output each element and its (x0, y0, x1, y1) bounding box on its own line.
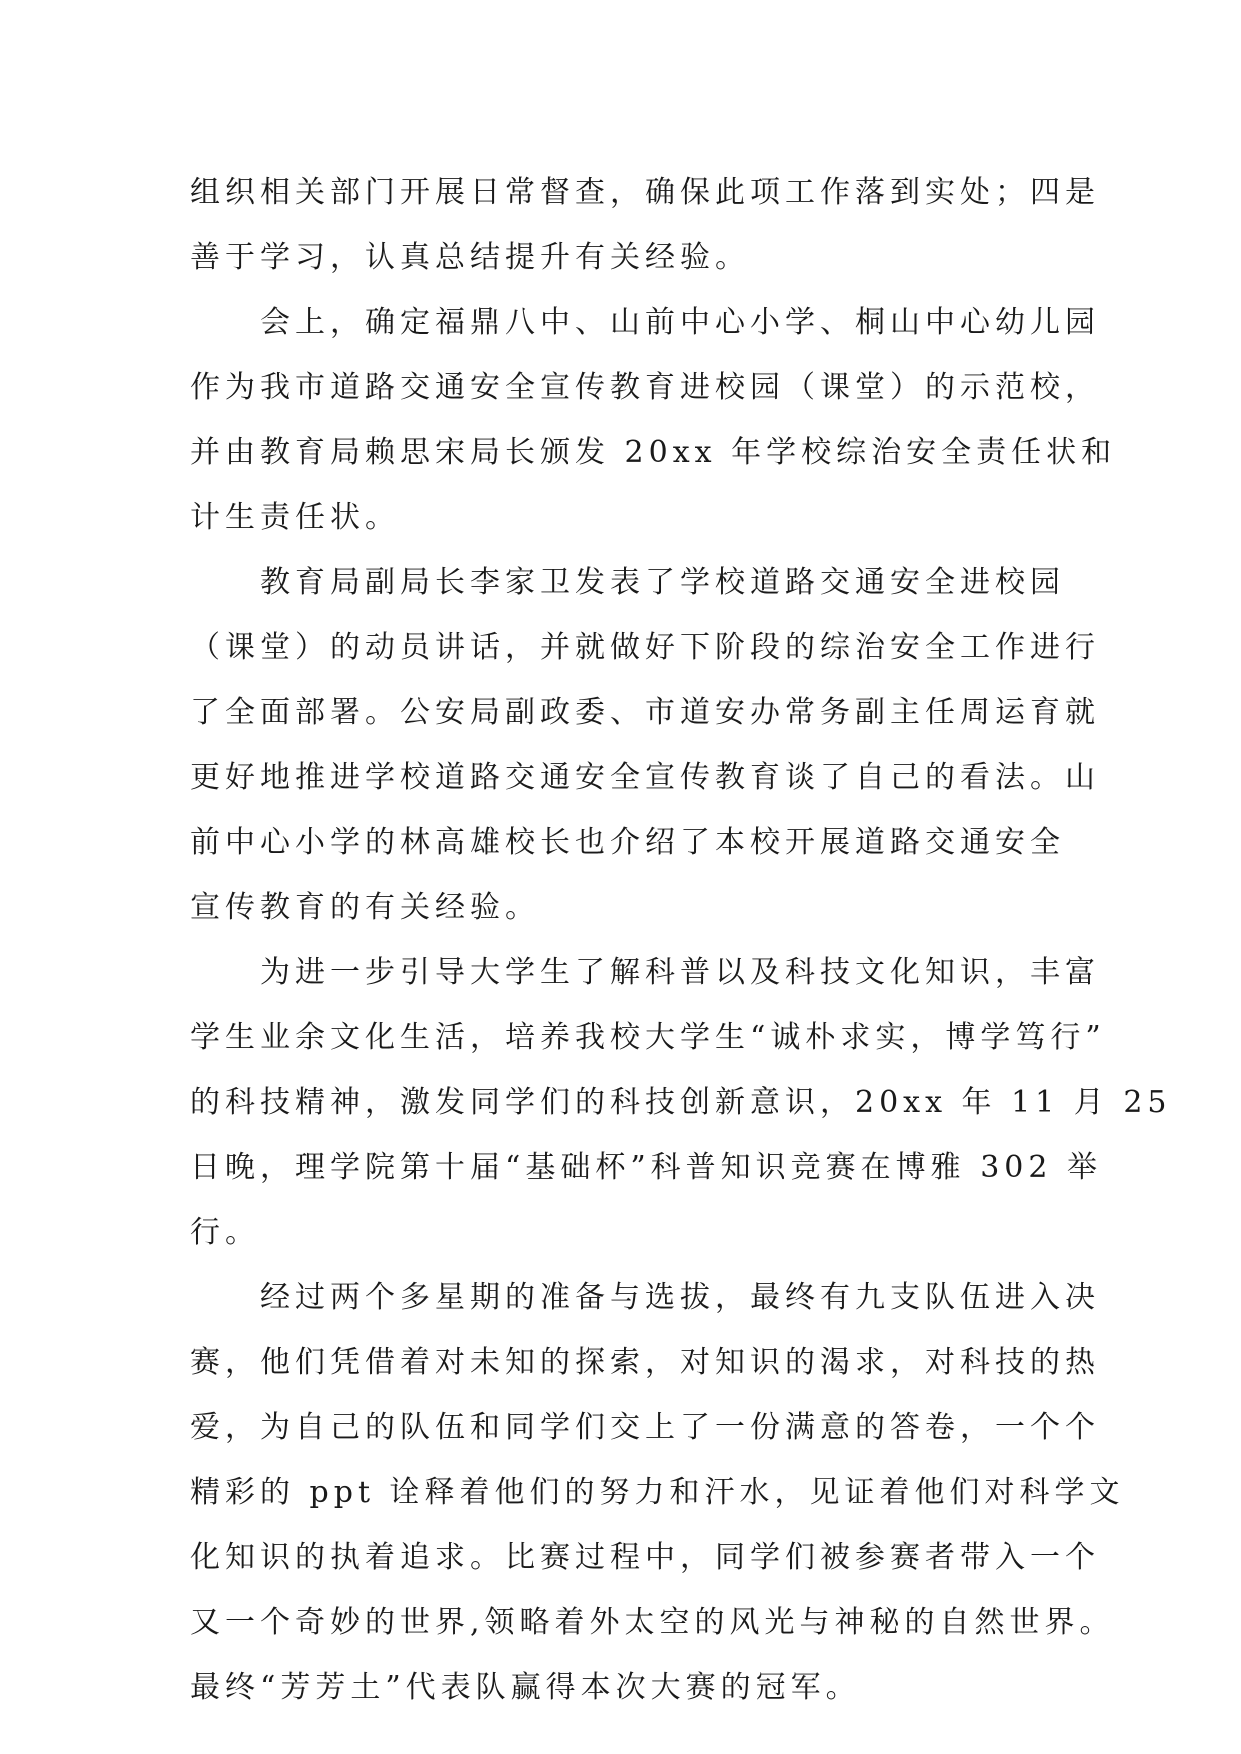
paragraph-first-line: 教育局副局长李家卫发表了学校道路交通安全进校园 (260, 565, 1065, 600)
text-line: 又一个奇妙的世界,领略着外太空的风光与神秘的自然世界。 (190, 1605, 1115, 1640)
text-line: 日晚，理学院第十届“基础杯”科普知识竞赛在博雅 302 举 (190, 1150, 1103, 1185)
text-line: 组织相关部门开展日常督查，确保此项工作落到实处；四是 (190, 175, 1100, 210)
text-line: 了全面部署。公安局副政委、市道安办常务副主任周运育就 (190, 695, 1100, 730)
text-line: 行。 (190, 1215, 260, 1250)
text-line: 计生责任状。 (190, 500, 400, 535)
text-line: 作为我市道路交通安全宣传教育进校园（课堂）的示范校， (190, 370, 1100, 405)
text-line: 赛，他们凭借着对未知的探索，对知识的渴求，对科技的热 (190, 1345, 1100, 1380)
text-line: 爱，为自己的队伍和同学们交上了一份满意的答卷，一个个 (190, 1410, 1100, 1445)
text-line: 化知识的执着追求。比赛过程中，同学们被参赛者带入一个 (190, 1540, 1100, 1575)
paragraph-first-line: 经过两个多星期的准备与选拔，最终有九支队伍进入决 (260, 1280, 1100, 1315)
text-line: 最终“芳芳土”代表队赢得本次大赛的冠军。 (190, 1670, 861, 1705)
text-line: （课堂）的动员讲话，并就做好下阶段的综治安全工作进行 (190, 630, 1100, 665)
text-line: 宣传教育的有关经验。 (190, 890, 540, 925)
text-line: 学生业余文化生活，培养我校大学生“诚朴求实，博学笃行” (190, 1020, 1106, 1055)
document-body (190, 160, 1172, 1720)
text-line: 并由教育局赖思宋局长颁发 20xx 年学校综治安全责任状和 (190, 435, 1117, 470)
paragraph-first-line: 为进一步引导大学生了解科普以及科技文化知识，丰富 (260, 955, 1100, 990)
text-line: 的科技精神，激发同学们的科技创新意识，20xx 年 11 月 25 (190, 1085, 1172, 1120)
paragraph-first-line: 会上，确定福鼎八中、山前中心小学、桐山中心幼儿园 (260, 305, 1100, 340)
text-line: 更好地推进学校道路交通安全宣传教育谈了自己的看法。山 (190, 760, 1100, 795)
text-line: 精彩的 ppt 诠释着他们的努力和汗水，见证着他们对科学文 (190, 1475, 1125, 1510)
text-line: 善于学习，认真总结提升有关经验。 (190, 240, 750, 275)
text-line: 前中心小学的林高雄校长也介绍了本校开展道路交通安全 (190, 825, 1065, 860)
